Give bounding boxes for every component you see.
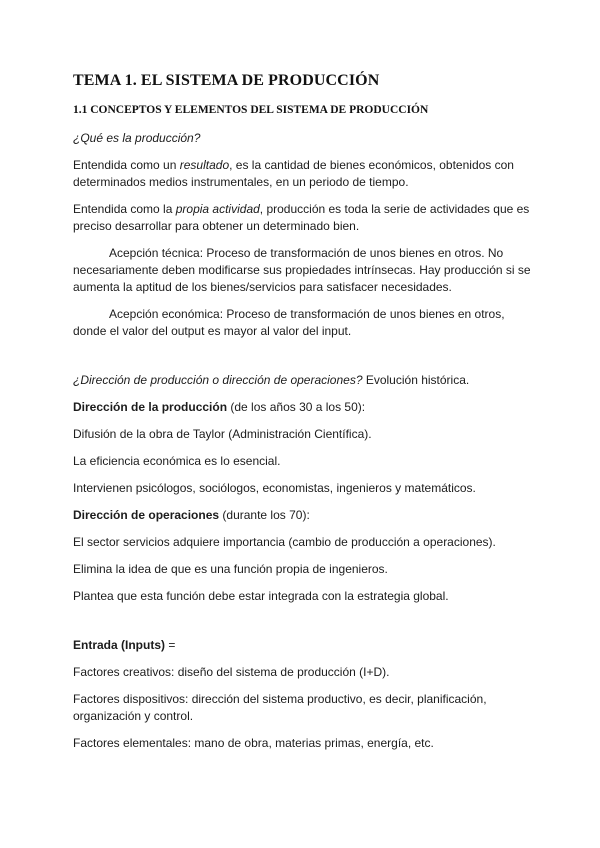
list-item: Elimina la idea de que es una función propia de ingenieros. bbox=[73, 562, 388, 576]
list-item: El sector servicios adquiere importancia (cambio de producción a operaciones). bbox=[73, 535, 496, 549]
page-content bbox=[73, 72, 533, 762]
list-item: Factores dispositivos: dirección del sistema productivo, es decir, planificación, organización y control. bbox=[73, 692, 487, 723]
question-production: ¿Qué es la producción? bbox=[73, 131, 201, 145]
paragraph-resultado: Entendida como un resultado, es la cantidad de bienes económicos, obtenidos con determinados medios instrumentales, en un periodo de tiempo. bbox=[73, 158, 514, 189]
list-item: La eficiencia económica es lo esencial. bbox=[73, 454, 281, 468]
heading-direccion-produccion: Dirección de la producción (de los años 30 a los 50): bbox=[73, 400, 366, 414]
heading-direccion-operaciones: Dirección de operaciones (durante los 70): bbox=[73, 508, 310, 522]
paragraph-acepcion-economica: Acepción económica: Proceso de transformación de unos bienes en otros, donde el valor del output es mayor al valor del input. bbox=[73, 307, 505, 338]
document-title: TEMA 1. EL SISTEMA DE PRODUCCIÓN bbox=[73, 72, 380, 89]
paragraph-acepcion-tecnica: Acepción técnica: Proceso de transformación de unos bienes en otros. No necesariamente deben modificarse sus propiedades intrínsecas. Hay producción si se aumenta la aptitud de los bienes/servicios para satisfacer necesidades. bbox=[73, 246, 531, 294]
paragraph-actividad: Entendida como la propia actividad, producción es toda la serie de actividades que es preciso desarrollar para obtener un determinado bien. bbox=[73, 202, 530, 233]
list-item: Factores elementales: mano de obra, materias primas, energía, etc. bbox=[73, 736, 434, 750]
section-heading: 1.1 CONCEPTOS Y ELEMENTOS DEL SISTEMA DE PRODUCCIÓN bbox=[73, 104, 429, 116]
list-item: Intervienen psicólogos, sociólogos, economistas, ingenieros y matemáticos. bbox=[73, 481, 476, 495]
list-item: Difusión de la obra de Taylor (Administración Científica). bbox=[73, 427, 372, 441]
list-item: Factores creativos: diseño del sistema de producción (I+D). bbox=[73, 665, 390, 679]
list-item: Plantea que esta función debe estar integrada con la estrategia global. bbox=[73, 589, 449, 603]
heading-entrada: Entrada (Inputs) = bbox=[73, 638, 176, 652]
question-direction: ¿Dirección de producción o dirección de operaciones? Evolución histórica. bbox=[73, 373, 470, 387]
